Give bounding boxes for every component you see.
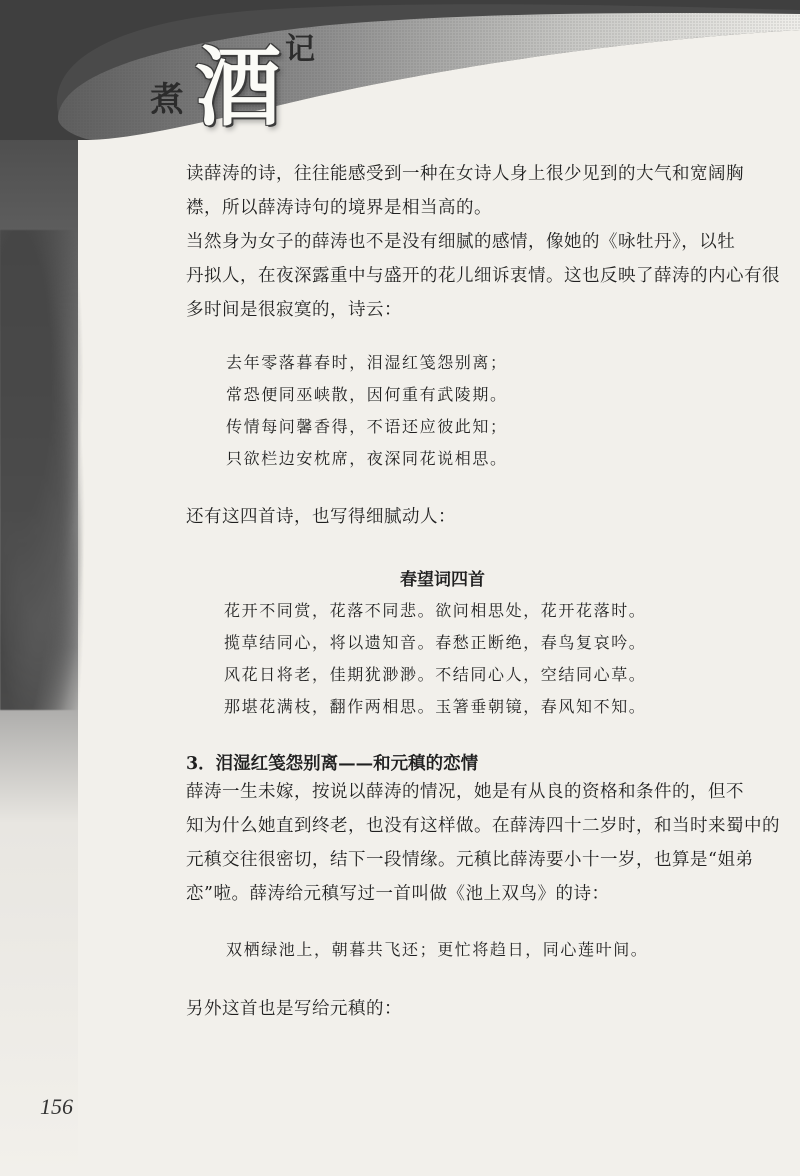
page-header-title <box>150 10 350 138</box>
title-char-jiu: 酒 <box>195 37 281 138</box>
paragraph-line: 薛涛一生未嫁，按说以薛涛的情况，她是有从良的资格和条件的，但不 <box>186 782 744 802</box>
poem-line: 那堪花满枝，翻作两相思。玉箸垂朝镜，春风知不知。 <box>224 697 647 716</box>
poem-line: 常恐便同巫峡散，因何重有武陵期。 <box>226 385 508 404</box>
poem-line: 去年零落暮春时，泪湿红笺怨别离； <box>226 353 508 372</box>
poem-line: 传情每问馨香得，不语还应彼此知； <box>226 417 508 436</box>
poem-line: 只欲栏边安枕席，夜深同花说相思。 <box>226 449 508 468</box>
paragraph-line: 知为什么她直到终老，也没有这样做。在薛涛四十二岁时，和当时来蜀中的 <box>186 816 780 836</box>
paragraph-line: 元稹交往很密切，结下一段情缘。元稹比薛涛要小十一岁，也算是“姐弟 <box>186 850 754 870</box>
paragraph-line: 当然身为女子的薛涛也不是没有细腻的感情，像她的《咏牡丹》，以牡 <box>186 232 736 252</box>
poem-line: 风花日将老，佳期犹渺渺。不结同心人，空结同心草。 <box>224 665 647 684</box>
poem-line: 揽草结同心，将以遗知音。春愁正断绝，春鸟复哀吟。 <box>224 633 647 652</box>
page-number: 156 <box>40 1094 73 1119</box>
paragraph-line: 恋”啦。薛涛给元稹写过一首叫做《池上双鸟》的诗： <box>186 884 610 904</box>
title-char-ji: 记 <box>285 32 315 67</box>
section-heading: 3．泪湿红笺怨别离——和元稹的恋情 <box>186 754 479 774</box>
poem-line: 双栖绿池上，朝暮共飞还；更忙将趋日，同心莲叶间。 <box>226 940 649 959</box>
paragraph-line: 多时间是很寂寞的，诗云： <box>186 300 402 320</box>
title-char-zhu: 煮 <box>150 80 185 120</box>
paragraph-line: 丹拟人，在夜深露重中与盛开的花儿细诉衷情。这也反映了薛涛的内心有很 <box>186 266 780 286</box>
tree-silhouette-decoration <box>0 230 95 710</box>
poem-line: 花开不同赏，花落不同悲。欲问相思处，花开花落时。 <box>224 601 647 620</box>
paragraph-line: 襟，所以薛涛诗句的境界是相当高的。 <box>186 198 492 218</box>
header-banner <box>0 0 800 140</box>
paragraph-line: 读薛涛的诗，往往能感受到一种在女诗人身上很少见到的大气和宽阔胸 <box>186 164 744 184</box>
paragraph-line: 还有这四首诗，也写得细腻动人： <box>186 507 456 527</box>
poem-title: 春望词四首 <box>400 570 485 590</box>
paragraph-line: 另外这首也是写给元稹的： <box>186 999 402 1019</box>
